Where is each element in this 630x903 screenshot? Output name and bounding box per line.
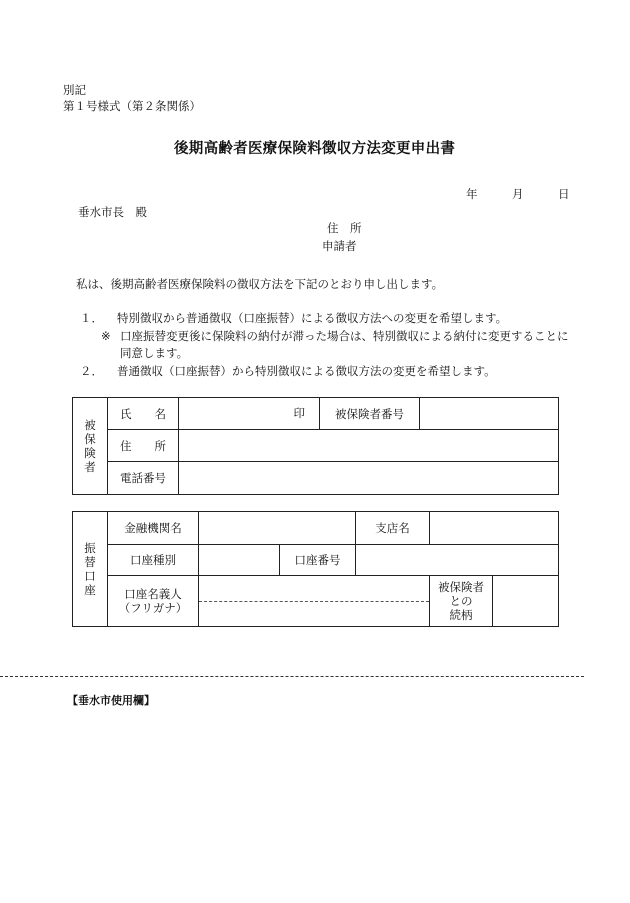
cut-line xyxy=(0,676,584,677)
seal-mark: 印 xyxy=(293,406,305,420)
holder-field[interactable] xyxy=(199,576,430,627)
relation-label: 被保険者 との 続柄 xyxy=(430,576,493,627)
option-2-number: ２． xyxy=(80,364,103,378)
option-2-text: 普通徴収（口座振替）から特別徴収による徴収方法の変更を希望します。 xyxy=(117,364,496,378)
date-month: 月 xyxy=(512,187,524,201)
page-title: 後期高齢者医療保険料徴収方法変更申出書 xyxy=(174,140,456,157)
holder-label xyxy=(108,576,199,627)
applicant-address-label: 住 所 xyxy=(327,221,362,235)
date-year: 年 xyxy=(466,187,478,201)
form-number: 第１号様式（第２条関係） xyxy=(63,99,201,113)
address-field[interactable] xyxy=(179,430,559,462)
office-use-label: 【垂水市使用欄】 xyxy=(67,694,155,707)
transfer-account-table xyxy=(72,511,559,627)
account-number-field[interactable] xyxy=(356,545,559,576)
insured-table xyxy=(72,397,559,495)
branch-label: 支店名 xyxy=(356,512,430,545)
account-type-field[interactable] xyxy=(199,545,280,576)
option-1-number: １． xyxy=(80,311,103,325)
date-day: 日 xyxy=(558,187,570,201)
insured-side-label: 被 保 険 者 xyxy=(73,398,108,495)
account-type-label: 口座種別 xyxy=(108,545,199,576)
annex-label: 別記 xyxy=(63,83,86,97)
name-label: 氏 名 xyxy=(108,398,179,430)
account-number-label: 口座番号 xyxy=(280,545,356,576)
name-field[interactable] xyxy=(179,398,320,430)
insured-number-label: 被保険者番号 xyxy=(320,398,420,430)
branch-field[interactable] xyxy=(430,512,559,545)
holder-name-label: 口座名義人 xyxy=(124,587,182,601)
note-mark: ※ xyxy=(101,329,111,343)
bank-field[interactable] xyxy=(199,512,356,545)
addressee: 垂水市長 殿 xyxy=(78,205,147,219)
transfer-side-label: 振 替 口 座 xyxy=(73,512,108,627)
applicant-label: 申請者 xyxy=(322,239,357,253)
option-1-text: 特別徴収から普通徴収（口座振替）による徴収方法への変更を希望します。 xyxy=(117,311,508,325)
holder-kana-label: （フリガナ） xyxy=(118,601,188,615)
kana-divider xyxy=(199,601,429,602)
note-line-1: 口座振替変更後に保険料の納付が滞った場合は、特別徴収による納付に変更することに xyxy=(120,329,569,343)
bank-label: 金融機関名 xyxy=(108,512,199,545)
relation-field[interactable] xyxy=(493,576,559,627)
address-label: 住 所 xyxy=(108,430,179,462)
phone-field[interactable] xyxy=(179,462,559,495)
insured-number-field[interactable] xyxy=(420,398,559,430)
note-line-2: 同意します。 xyxy=(120,346,189,360)
statement: 私は、後期高齢者医療保険料の徴収方法を下記のとおり申し出します。 xyxy=(76,277,444,291)
phone-label: 電話番号 xyxy=(108,462,179,495)
